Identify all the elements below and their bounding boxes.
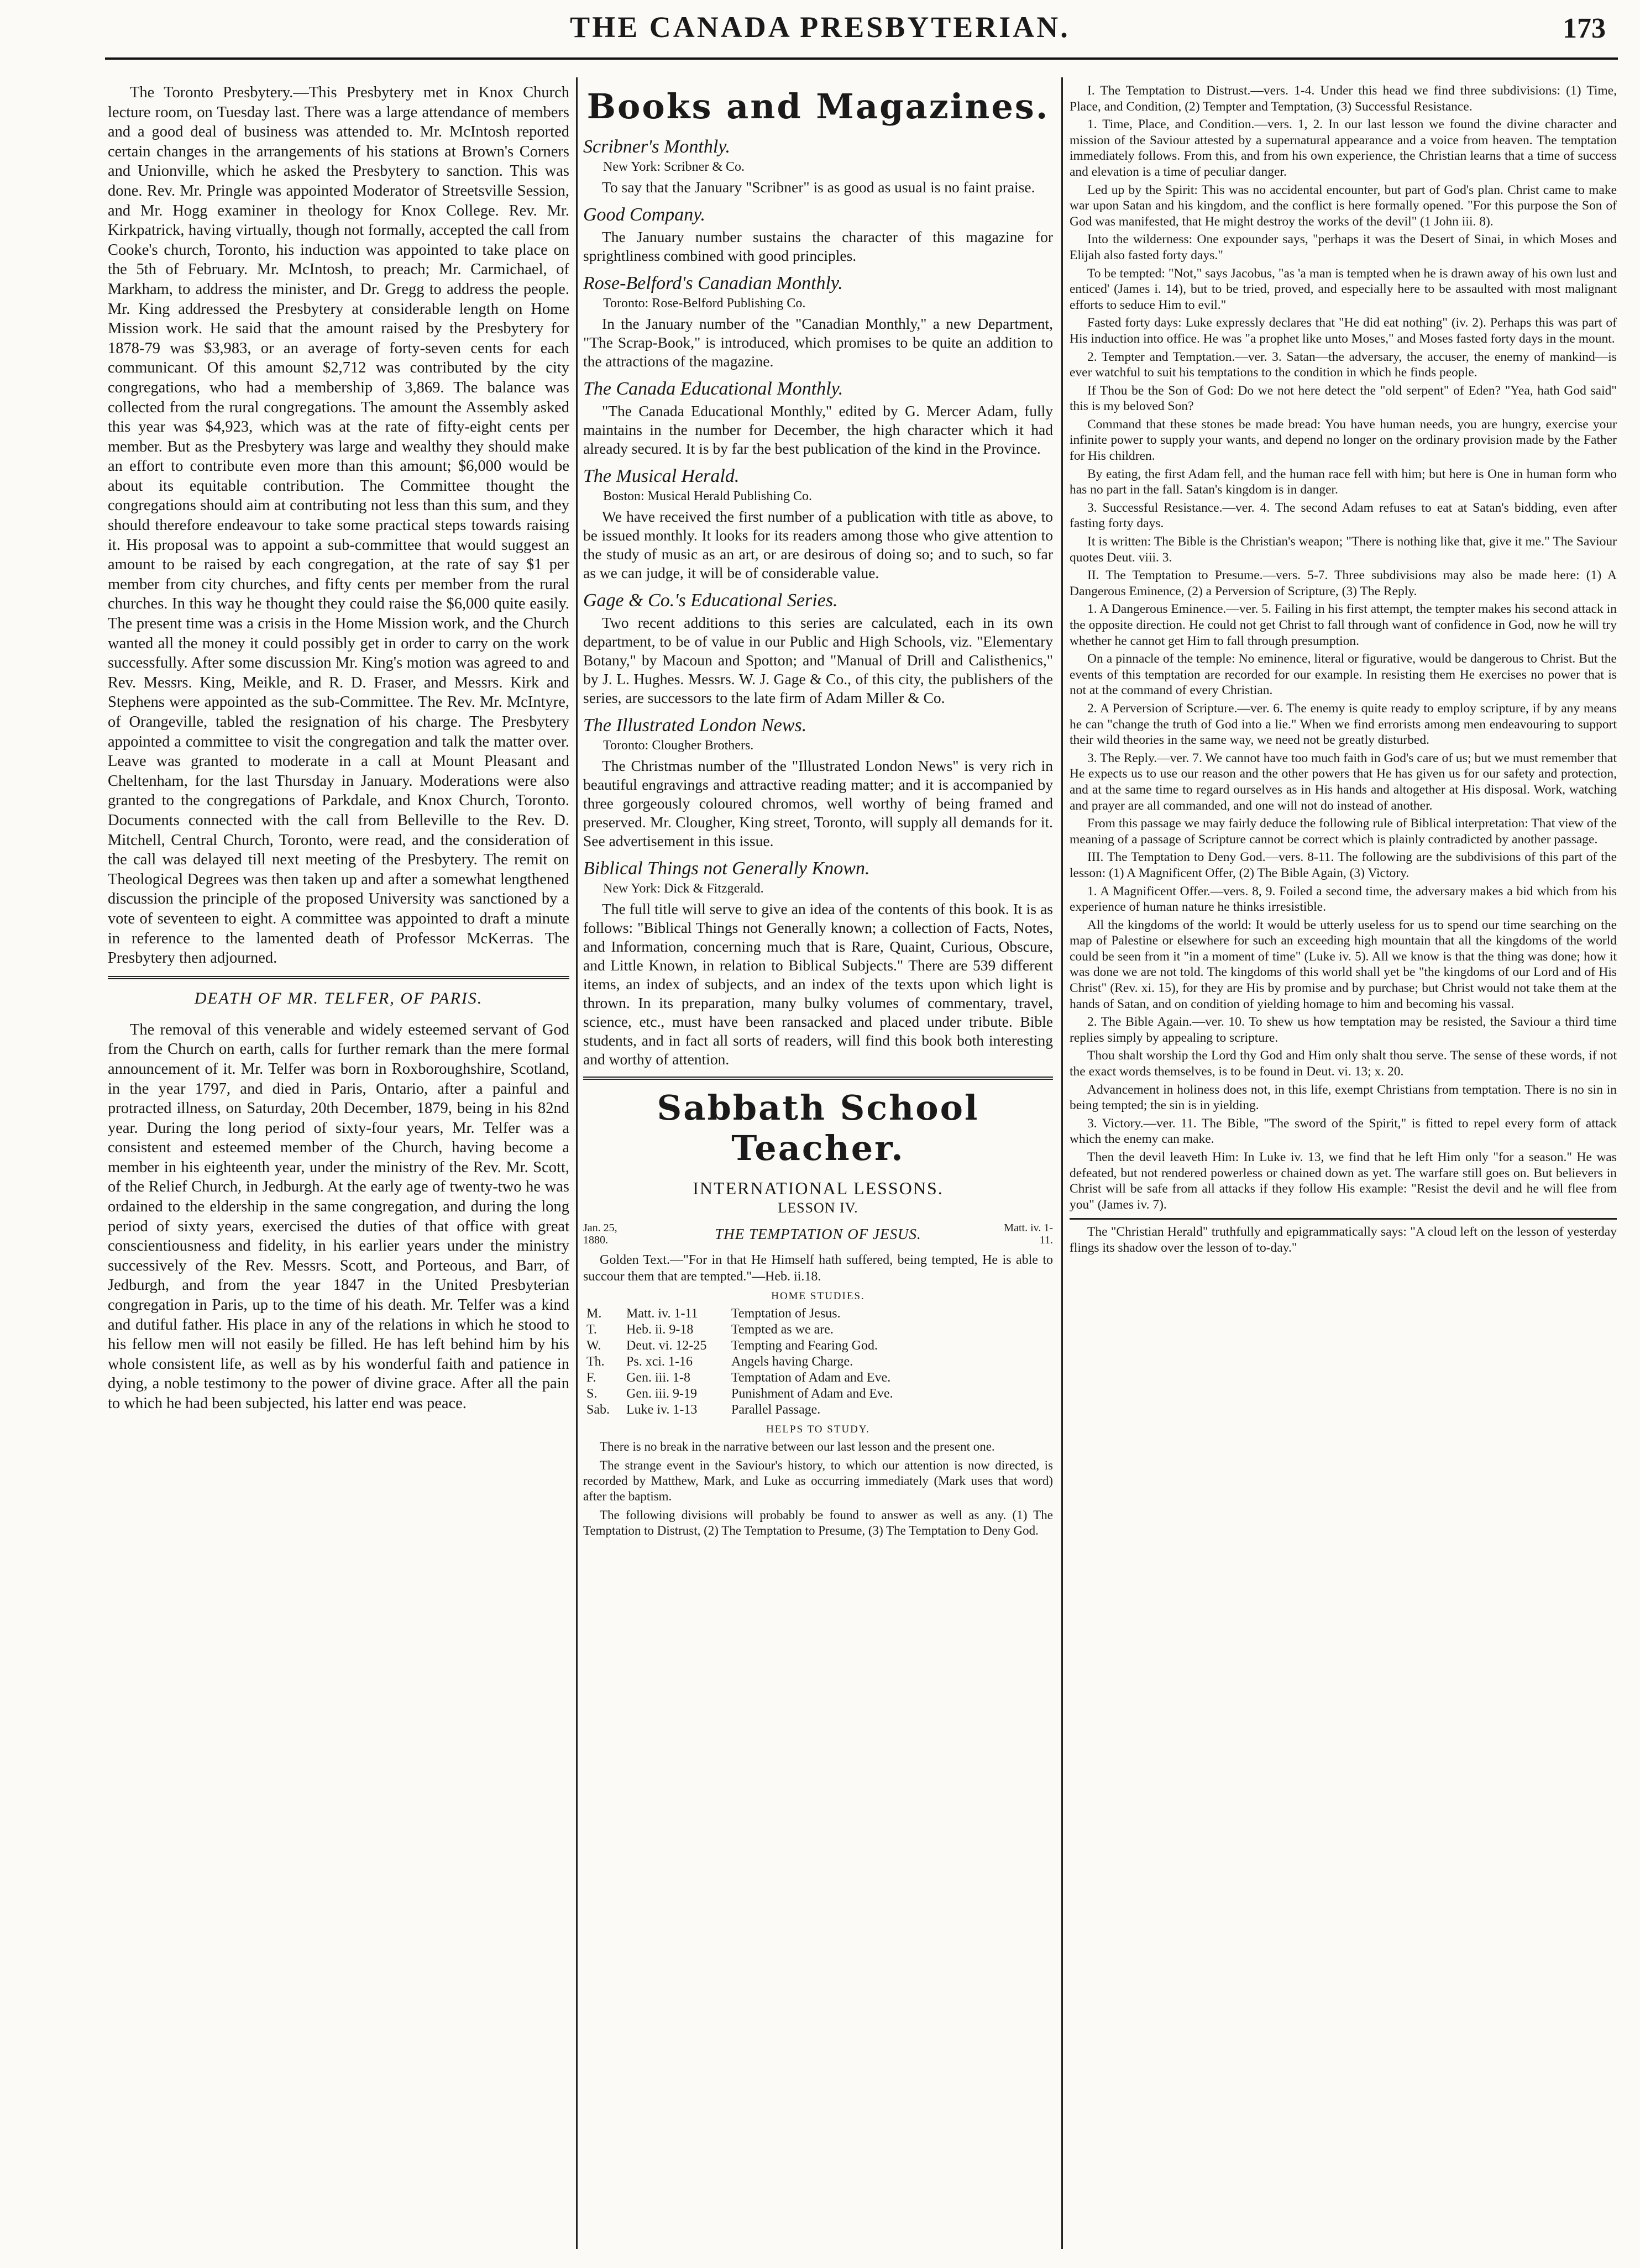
magazine-title: Good Company. bbox=[583, 204, 705, 225]
study-day: W. bbox=[586, 1338, 601, 1353]
commentary-paragraph: To be tempted: "Not," says Jacobus, "as 'a man is tempted when he is drawn away of his own lust and enticed' (James i. 14), but to be tried, proved, and especially here to be assaulted with most malignant efforts to seduce Him to evil." bbox=[1070, 266, 1617, 312]
commentary-paragraph: Led up by the Spirit: This was no accidental encounter, but part of God's plan. Christ came to make war upon Satan and his kingdom, and the conflict is here formally opened. "For this purpose the Son of God was manifested, that He might destroy the works of the devil" (1 John iii. 8). bbox=[1070, 182, 1617, 229]
study-title: Punishment of Adam and Eve. bbox=[731, 1387, 893, 1401]
commentary-paragraph: 1. Time, Place, and Condition.—vers. 1, 2. In our last lesson we found the divine character and mission of the Saviour attested by a supernatural appearance and a voice from heaven. The temptation immediately follows. From this, and from his own experience, the Christian learns that a time of success and elevation is a time of peculiar danger. bbox=[1070, 117, 1617, 179]
magazine-list bbox=[583, 136, 1053, 1069]
commentary-paragraph: 1. A Magnificent Offer.—vers. 8, 9. Foiled a second time, the adversary makes a bid which from his experience of human nature he thinks irresistible. bbox=[1070, 884, 1617, 915]
lesson-commentary bbox=[1070, 83, 1617, 1212]
study-title: Tempted as we are. bbox=[731, 1322, 834, 1337]
section-divider bbox=[1070, 1218, 1617, 1220]
column-divider bbox=[1061, 77, 1063, 2249]
commentary-paragraph: Advancement in holiness does not, in this life, exempt Christians from temptation. There is no sin in being tempted; the sin is in yielding. bbox=[1070, 1082, 1617, 1113]
commentary-paragraph: I. The Temptation to Distrust.—vers. 1-4. Under this head we find three subdivisions: (1) Time, Place, and Condition, (2) Tempter and Temptation, (3) Successful Resistance. bbox=[1070, 83, 1617, 114]
magazine-review-text: Two recent additions to this series are calculated, each in its own department, to be of value in our Public and High Schools, viz. "Elementary Botany," by Macoun and Spotton; and "Manual of Drill and Calisthenics," by J. L. Hughes. Messrs. W. J. Gage & Co., of this city, the publishers of the series, are successors to the late firm of Adam Miller & Co. bbox=[583, 614, 1053, 706]
magazine-title: Rose-Belford's Canadian Monthly. bbox=[583, 273, 843, 293]
international-lessons-heading: INTERNATIONAL LESSONS. bbox=[693, 1178, 944, 1198]
magazine-review bbox=[583, 715, 1053, 851]
closing-quote: The "Christian Herald" truthfully and epigrammatically says: "A cloud left on the lesson of yesterday flings its shadow over the lesson of to-day." bbox=[1070, 1225, 1617, 1255]
commentary-paragraph: 3. The Reply.—ver. 7. We cannot have too much faith in God's care of us; but we must remember that He expects us to use our reason and the other powers that He has given us for our safety and protection, and at the same time to regard ourselves as in His hands and altogether at His disposal. Work, watching and prayer are all commanded, and one will not do instead of another. bbox=[1070, 750, 1617, 813]
study-day: M. bbox=[586, 1306, 602, 1321]
helps-list bbox=[583, 1439, 1053, 1539]
study-reference: Gen. iii. 1-8 bbox=[626, 1371, 690, 1385]
magazine-review bbox=[583, 204, 1053, 265]
death-notice-article: The removal of this venerable and widely esteemed servant of God from the Church on earth, calls for further remark than the mere formal announcement of it. Mr. Telfer was born in Roxboroughshire, Scotland, in the year 1797, and died in Paris, Ontario, after a painful and protracted illness, on Saturday, 20th December, 1879, being in his 82nd year. During the long period of sixty-four years, Mr. Telfer was a consistent and esteemed member of the Church, having become a member in his eighteenth year, under the ministry of the Rev. Mr. Scott, of the Relief Church, in Jedburgh. At the early age of twenty-two he was ordained to the eldership in the same congregation, and during the long period of sixty years, exercised the duties of that office with great conscientiousness and fidelity, in his earlier years under the ministry successively of the Rev. Messrs. Scott, and Porteous, and Barr, of Jedburgh, and from the year 1847 in the United Presbyterian congregation in Paris, up to the time of his death. Mr. Telfer was a kind and dutiful father. His place in any of the relations in which he stood to his fellow men will not easily be filled. He has left behind him by his whole consistent life, as well as by his wonderful faith and patience in dying, a noble testimony to the power of divine grace. After all the pain to which he had been subjected, his latter end was peace. bbox=[108, 1021, 569, 1412]
magazine-review bbox=[583, 590, 1053, 707]
column-3 bbox=[1070, 83, 1617, 2255]
magazine-publisher: New York: Dick & Fitzgerald. bbox=[603, 881, 764, 896]
study-day: Th. bbox=[586, 1355, 605, 1369]
lesson-header bbox=[583, 1222, 1053, 1246]
masthead bbox=[0, 0, 1640, 61]
study-title: Angels having Charge. bbox=[731, 1355, 853, 1369]
magazine-title: The Musical Herald. bbox=[583, 466, 740, 486]
death-notice-heading: DEATH OF MR. TELFER, OF PARIS. bbox=[194, 989, 483, 1007]
commentary-paragraph: Then the devil leaveth Him: In Luke iv. 13, we find that he left Him only "for a season." He was defeated, but not rendered powerless or chained down as yet. The warfare still goes on. But believers in Christ will be safe from all attacks if they follow His example: "Resist the devil and he will flee from you" (James iv. 7). bbox=[1070, 1150, 1617, 1212]
study-day: Sab. bbox=[586, 1403, 610, 1417]
home-studies-heading: HOME STUDIES. bbox=[771, 1290, 865, 1302]
commentary-paragraph: Command that these stones be made bread: You have human needs, you are hungry, exercise your infinite power to supply your wants, and depend no longer on the ordinary provision made by the Father for His children. bbox=[1070, 417, 1617, 464]
magazine-title: Scribner's Monthly. bbox=[583, 136, 731, 157]
lesson-title: THE TEMPTATION OF JESUS. bbox=[715, 1225, 921, 1242]
helps-heading: HELPS TO STUDY. bbox=[766, 1424, 870, 1435]
home-studies-list bbox=[583, 1306, 1053, 1418]
column-2 bbox=[583, 83, 1053, 2255]
lesson-reference: Matt. iv. 1-11. bbox=[1004, 1222, 1053, 1246]
magazine-review bbox=[583, 136, 1053, 197]
magazine-review-text: We have received the first number of a publication with title as above, to be issued monthly. It looks for its readers among those who give attention to the study of music as an art, or are desirous of doing so; and to such, so far as we can judge, it will be of considerable value. bbox=[583, 508, 1053, 581]
study-reference: Ps. xci. 1-16 bbox=[626, 1355, 693, 1369]
commentary-paragraph: 2. The Bible Again.—ver. 10. To shew us how temptation may be resisted, the Saviour a third time replies simply by appealing to scripture. bbox=[1070, 1015, 1617, 1045]
home-study-row bbox=[583, 1322, 1053, 1338]
books-magazines-banner: Books and Magazines. bbox=[586, 86, 1050, 127]
magazine-title: Biblical Things not Generally Known. bbox=[583, 858, 870, 879]
study-reference: Matt. iv. 1-11 bbox=[626, 1306, 698, 1321]
commentary-paragraph: By eating, the first Adam fell, and the human race fell with him; but here is One in human form who has no part in the fall. Satan's kingdom is in danger. bbox=[1070, 466, 1617, 497]
study-reference: Heb. ii. 9-18 bbox=[626, 1322, 694, 1337]
home-study-row bbox=[583, 1338, 1053, 1354]
study-title: Temptation of Jesus. bbox=[731, 1306, 841, 1321]
study-reference: Gen. iii. 9-19 bbox=[626, 1387, 697, 1401]
helps-paragraph: The strange event in the Saviour's history, to which our attention is now directed, is recorded by Matthew, Mark, and Luke as occurring immediately (Mark uses that word) after the baptism. bbox=[583, 1458, 1053, 1503]
magazine-review-text: The Christmas number of the "Illustrated London News" is very rich in beautiful engravings and attractive reading matter; and it is accompanied by three gorgeously coloured chromos, well worthy of being framed and preserved. Mr. Clougher, King street, Toronto, will supply all demands for it. See advertisement in this issue. bbox=[583, 757, 1053, 849]
magazine-review bbox=[583, 379, 1053, 458]
magazine-review bbox=[583, 273, 1053, 371]
magazine-title: Gage & Co.'s Educational Series. bbox=[583, 590, 838, 611]
magazine-publisher: Boston: Musical Herald Publishing Co. bbox=[603, 489, 812, 503]
commentary-paragraph: II. The Temptation to Presume.—vers. 5-7. Three subdivisions may also be made here: (1) A Dangerous Eminence, (2) a Perversion of Scripture, (3) The Reply. bbox=[1070, 568, 1617, 599]
home-study-row bbox=[583, 1370, 1053, 1386]
magazine-review-text: In the January number of the "Canadian Monthly," a new Department, "The Scrap-Book," is introduced, which promises to be quite an addition to the attractions of the magazine. bbox=[583, 315, 1053, 370]
sabbath-school-banner: Sabbath School Teacher. bbox=[657, 1088, 979, 1168]
section-divider bbox=[108, 976, 569, 979]
column-divider bbox=[576, 77, 578, 2249]
study-title: Tempting and Fearing God. bbox=[731, 1338, 878, 1353]
commentary-paragraph: If Thou be the Son of God: Do we not here detect the "old serpent" of Eden? "Yea, hath God said" this is my beloved Son? bbox=[1070, 383, 1617, 414]
commentary-paragraph: Thou shalt worship the Lord thy God and Him only shalt thou serve. The sense of these words, if not the exact words themselves, is to be found in Deut. vi. 13; x. 20. bbox=[1070, 1048, 1617, 1079]
helps-paragraph: The following divisions will probably be found to answer as well as any. (1) The Temptation to Distrust, (2) The Temptation to Presume, (3) The Temptation to Deny God. bbox=[583, 1508, 1053, 1537]
commentary-paragraph: Into the wilderness: One expounder says, "perhaps it was the Desert of Sinai, in which Moses and Elijah also fasted forty days." bbox=[1070, 232, 1617, 262]
commentary-paragraph: 3. Victory.—ver. 11. The Bible, "The sword of the Spirit," is fitted to repel every form of attack which the enemy can make. bbox=[1070, 1116, 1617, 1147]
commentary-paragraph: All the kingdoms of the world: It would be utterly useless for us to spend our time searching on the map of Palestine or elsewhere for such an exceeding high mountain that all the kingdoms of the world could be seen from it "in a moment of time" (Luke iv. 5). All we know is that the thing was done; how it was done we are not told. The kingdoms of this world shall yet be "the kingdoms of our Lord and of His Christ" (Rev. xi. 15), for they are His by promise and by purchase; but Christ would not take them at the hands of Satan, and on condition of yielding homage to him and becoming his vassal. bbox=[1070, 917, 1617, 1011]
page-number: 173 bbox=[1563, 13, 1606, 44]
magazine-review bbox=[583, 858, 1053, 1069]
commentary-paragraph: 2. Tempter and Temptation.—ver. 3. Satan—the adversary, the accuser, the enemy of mankind—is ever watchful to suit his temptations to the condition in which he finds people. bbox=[1070, 349, 1617, 380]
helps-paragraph: There is no break in the narrative between our last lesson and the present one. bbox=[600, 1440, 995, 1453]
commentary-paragraph: 1. A Dangerous Eminence.—ver. 5. Failing in his first attempt, the tempter makes his second attack in the opposite direction. He could not get Christ to fall through want of confidence in God, now he will try whether he cannot get Him to fall through presumption. bbox=[1070, 602, 1617, 648]
commentary-paragraph: 3. Successful Resistance.—ver. 4. The second Adam refuses to eat at Satan's bidding, even after fasting forty days. bbox=[1070, 500, 1617, 531]
lesson-date: Jan. 25, 1880. bbox=[583, 1222, 617, 1246]
magazine-title: The Illustrated London News. bbox=[583, 715, 807, 736]
lesson-number: LESSON IV. bbox=[778, 1200, 858, 1216]
home-study-row bbox=[583, 1306, 1053, 1322]
study-reference: Deut. vi. 12-25 bbox=[626, 1338, 707, 1353]
home-study-row bbox=[583, 1402, 1053, 1418]
magazine-publisher: New York: Scribner & Co. bbox=[603, 160, 745, 174]
golden-text: Golden Text.—"For in that He Himself hath suffered, being tempted, He is able to succour them that are tempted."—Heb. ii.18. bbox=[583, 1253, 1053, 1284]
study-title: Parallel Passage. bbox=[731, 1403, 821, 1417]
magazine-review-text: The full title will serve to give an idea of the contents of this book. It is as follows: "Biblical Things not Generally known; a collection of Facts, Notes, and Information, concerning much that is Rare, Quaint, Curious, Obscure, and Little Known, in relation to Biblical Subjects." There are 539 different items, an index of subjects, and an index of the texts upon which light is thrown. In its preparation, many bulky volumes of commentary, travel, science, etc., must have been ransacked and placed under tribute. Bible students, and in fact all sorts of readers, will find this book both interesting and worthy of attention. bbox=[583, 900, 1053, 1068]
commentary-paragraph: From this passage we may fairly deduce the following rule of Biblical interpretation: That view of the meaning of a passage of Scripture cannot be correct which is plainly contradicted by another passage. bbox=[1070, 816, 1617, 847]
commentary-paragraph: Fasted forty days: Luke expressly declares that "He did eat nothing" (iv. 2). Perhaps this was part of His induction into office. He was "a prophet like unto Moses," and Moses fasted forty days in the mount. bbox=[1070, 316, 1617, 346]
commentary-paragraph: It is written: The Bible is the Christian's weapon; "There is nothing like that, give it me." The Saviour quotes Deut. viii. 3. bbox=[1070, 534, 1617, 565]
magazine-publisher: Toronto: Rose-Belford Publishing Co. bbox=[603, 296, 806, 311]
toronto-presbytery-article: The Toronto Presbytery.—This Presbytery met in Knox Church lecture room, on Tuesday last. There was a large attendance of members and a good deal of business was attended to. Mr. McIntosh reported certain changes in the arrangements of his stations at Brown's Corners and Unionville, which he asked the Presbytery to sanction. This was done. Rev. Mr. Pringle was appointed Moderator of Streetsville Session, and Mr. Hogg examiner in theology for Knox College. Rev. Mr. Kirkpatrick, having virtually, though not formally, accepted the call from Cooke's church, Toronto, his induction was appointed to take place on the 5th of February. Mr. McIntosh, to preach; Mr. Carmichael, of Markham, to address the minister, and Dr. Gregg to address the people. Mr. King addressed the Presbytery at considerable length on Home Mission work. He said that the amount raised by the Presbytery for 1878-79 was $3,983, or an average of forty-seven cents for each communicant. Of this amount $2,712 was contributed by the city congregations, who had a membership of 3,869. The balance was collected from the rural congregations. The amount the Assembly asked this year was $4,923, which was at the rate of fifty-eight cents per member. But as the Presbytery was large and wealthy they should make an effort to contribute even more than this amount; $6,000 would be about its equitable contribution. The Committee thought the congregations should aim at contributing not less than this sum, and they should therefore endeavour to take some practical steps towards raising it. His proposal was to appoint a sub-committee that would suggest an amount to be raised by each congregation, at the rate of say $1 per member from city churches, and fifty cents per member from the rural churches. In this way he thought they could raise the $6,000 quite easily. The present time was a crisis in the Home Mission work, and the Church wanted all the money it could possibly get in order to carry on the work successfully. After some discussion Mr. King's motion was agreed to and Rev. Messrs. King, Meikle, and R. D. Fraser, and Messrs. Kirk and Stephens were appointed as the sub-Committee. The Rev. Mr. McIntyre, of Orangeville, tabled the resignation of his charge. The Presbytery appointed a committee to visit the congregation and talk the matter over. Leave was granted to moderate in a call at Mount Pleasant and Cheltenham, for the last Thursday in January. Moderations were also granted to the congregations of Parkdale, and Knox Church, Toronto. Documents connected with the call from Belleville to the Rev. D. Mitchell, Central Church, Toronto, were read, and the consideration of the call was delayed till next meeting of the Presbytery. The remit on Theological Degrees was then taken up and after a somewhat lengthened discussion the principle of the proposed University was sanctioned by a vote of seventeen to eight. A committee was appointed to draft a minute in reference to the lamented death of Professor McKerras. The Presbytery then adjourned. bbox=[108, 84, 569, 967]
home-study-row bbox=[583, 1354, 1053, 1370]
magazine-publisher: Toronto: Clougher Brothers. bbox=[603, 738, 754, 753]
magazine-review-text: The January number sustains the character of this magazine for sprightliness combined with good principles. bbox=[583, 228, 1053, 264]
magazine-review-text: To say that the January "Scribner" is as good as usual is no faint praise. bbox=[602, 179, 1035, 196]
commentary-paragraph: III. The Temptation to Deny God.—vers. 8-11. The following are the subdivisions of this part of the lesson: (1) A Magnificent Offer, (2) The Bible Again, (3) Victory. bbox=[1070, 850, 1617, 880]
column-1 bbox=[108, 83, 569, 2255]
section-divider bbox=[583, 1077, 1053, 1080]
study-day: T. bbox=[586, 1322, 597, 1337]
study-reference: Luke iv. 1-13 bbox=[626, 1403, 698, 1417]
magazine-review-text: "The Canada Educational Monthly," edited by G. Mercer Adam, fully maintains in the number for December, the high character which it had already secured. It is by far the best publication of the kind in the Province. bbox=[583, 402, 1053, 457]
study-day: S. bbox=[586, 1387, 598, 1401]
study-day: F. bbox=[586, 1371, 596, 1385]
home-study-row bbox=[583, 1386, 1053, 1402]
magazine-title: The Canada Educational Monthly. bbox=[583, 379, 843, 399]
commentary-paragraph: 2. A Perversion of Scripture.—ver. 6. The enemy is quite ready to employ scripture, if by any means he can "change the truth of God into a lie." When we find errorists among men endeavouring to support their wild theories in the same way, we need not be greatly disturbed. bbox=[1070, 701, 1617, 748]
masthead-rule bbox=[105, 57, 1618, 60]
newspaper-title: THE CANADA PRESBYTERIAN. bbox=[570, 11, 1070, 44]
commentary-paragraph: On a pinnacle of the temple: No eminence, literal or figurative, would be dangerous to Christ. But the events of this temptation are recorded for our example. In resisting them He exercises no power that is not at the command of every Christian. bbox=[1070, 652, 1617, 698]
study-title: Temptation of Adam and Eve. bbox=[731, 1371, 891, 1385]
magazine-review bbox=[583, 466, 1053, 582]
